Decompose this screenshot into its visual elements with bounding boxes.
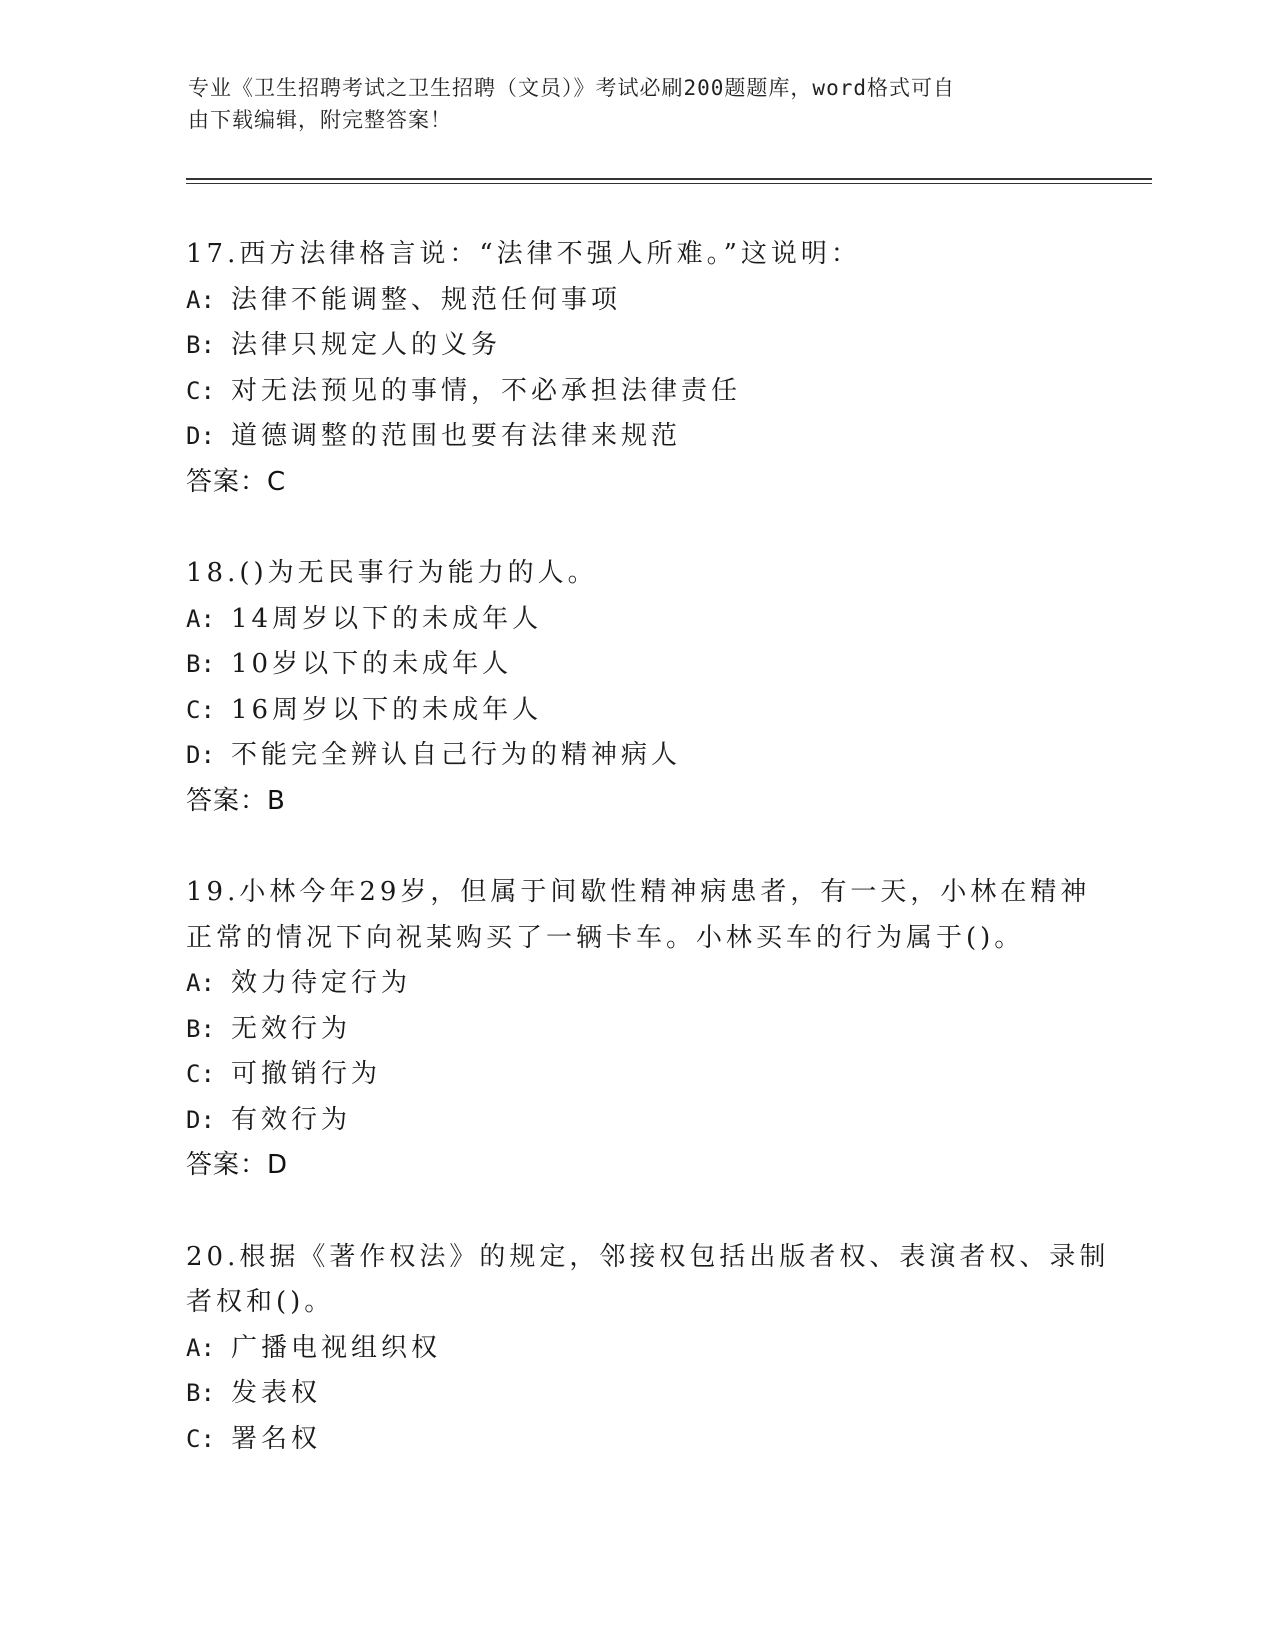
option-letter: A: [186,285,215,314]
option-text: 有效行为 [231,1104,352,1135]
option-text: 可撤销行为 [231,1059,382,1089]
option-a [186,961,1086,1007]
question-20 [186,1235,1110,1463]
option-text: 不能完全辨认自己行为的精神病人 [231,740,682,770]
question-stem-line-1: 20.根据《著作权法》的规定，邻接权包括出版者权、表演者权、录制 [186,1241,1110,1272]
question-stem: 18.()为无民事行为能力的人。 [186,558,598,588]
header-line-1: 专业《卫生招聘考试之卫生招聘（文员）》考试必刷200题题库，word格式可自 [188,76,955,100]
option-text: 署名权 [231,1423,322,1454]
option-letter: B: [186,331,215,359]
option-d [186,414,1086,460]
option-b [186,642,1086,688]
option-c [186,1417,1086,1463]
option-text: 无效行为 [231,1013,352,1044]
option-b [186,323,1086,369]
header-line-2: 由下载编辑，附完整答案！ [188,108,452,132]
option-a [186,597,1086,643]
option-letter: B: [186,1379,215,1407]
option-b [186,1007,1086,1053]
option-text: 14周岁以下的未成年人 [231,603,543,634]
option-c [186,688,1086,734]
header-divider-thin [186,183,1152,184]
option-c [186,1052,1086,1098]
option-c [186,369,1086,415]
option-d [186,1098,1086,1144]
question-stem-line-2: 者权和()。 [186,1287,335,1317]
option-a [186,1326,1086,1372]
option-text: 法律不能调整、规范任何事项 [231,284,622,315]
option-letter: C: [186,695,215,724]
question-17 [186,232,1086,505]
option-letter: C: [186,376,215,405]
option-text: 广播电视组织权 [231,1332,442,1363]
option-letter: B: [186,1014,215,1043]
option-letter: D: [186,741,215,769]
question-19 [186,870,1091,1189]
answer: 答案：B [186,785,286,816]
answer: 答案：D [186,1150,289,1180]
header-divider-thick [186,178,1152,180]
option-letter: C: [186,1060,215,1088]
option-text: 法律只规定人的义务 [231,330,502,360]
option-letter: D: [186,1105,215,1134]
option-letter: C: [186,1424,215,1453]
option-letter: A: [186,969,215,997]
document-header [188,72,1068,136]
question-18 [186,551,1086,824]
option-text: 16周岁以下的未成年人 [231,694,543,725]
option-letter: D: [186,422,215,450]
question-stem-line-2: 正常的情况下向祝某购买了一辆卡车。小林买车的行为属于()。 [186,922,1025,953]
option-d [186,733,1086,779]
answer: 答案：C [186,466,287,497]
option-letter: A: [186,604,215,633]
question-stem: 17.西方法律格言说：“法律不强人所难。”这说明： [186,239,861,269]
option-text: 道德调整的范围也要有法律来规范 [231,421,682,451]
option-b [186,1371,1086,1417]
option-text: 效力待定行为 [231,968,412,998]
option-text: 对无法预见的事情，不必承担法律责任 [231,375,742,406]
option-a [186,278,1086,324]
option-text: 10岁以下的未成年人 [231,649,513,679]
option-letter: B: [186,650,215,678]
option-text: 发表权 [231,1378,322,1408]
question-list [186,232,1110,1508]
option-letter: A: [186,1333,215,1362]
question-stem-line-1: 19.小林今年29岁，但属于间歇性精神病患者，有一天，小林在精神 [186,877,1091,907]
